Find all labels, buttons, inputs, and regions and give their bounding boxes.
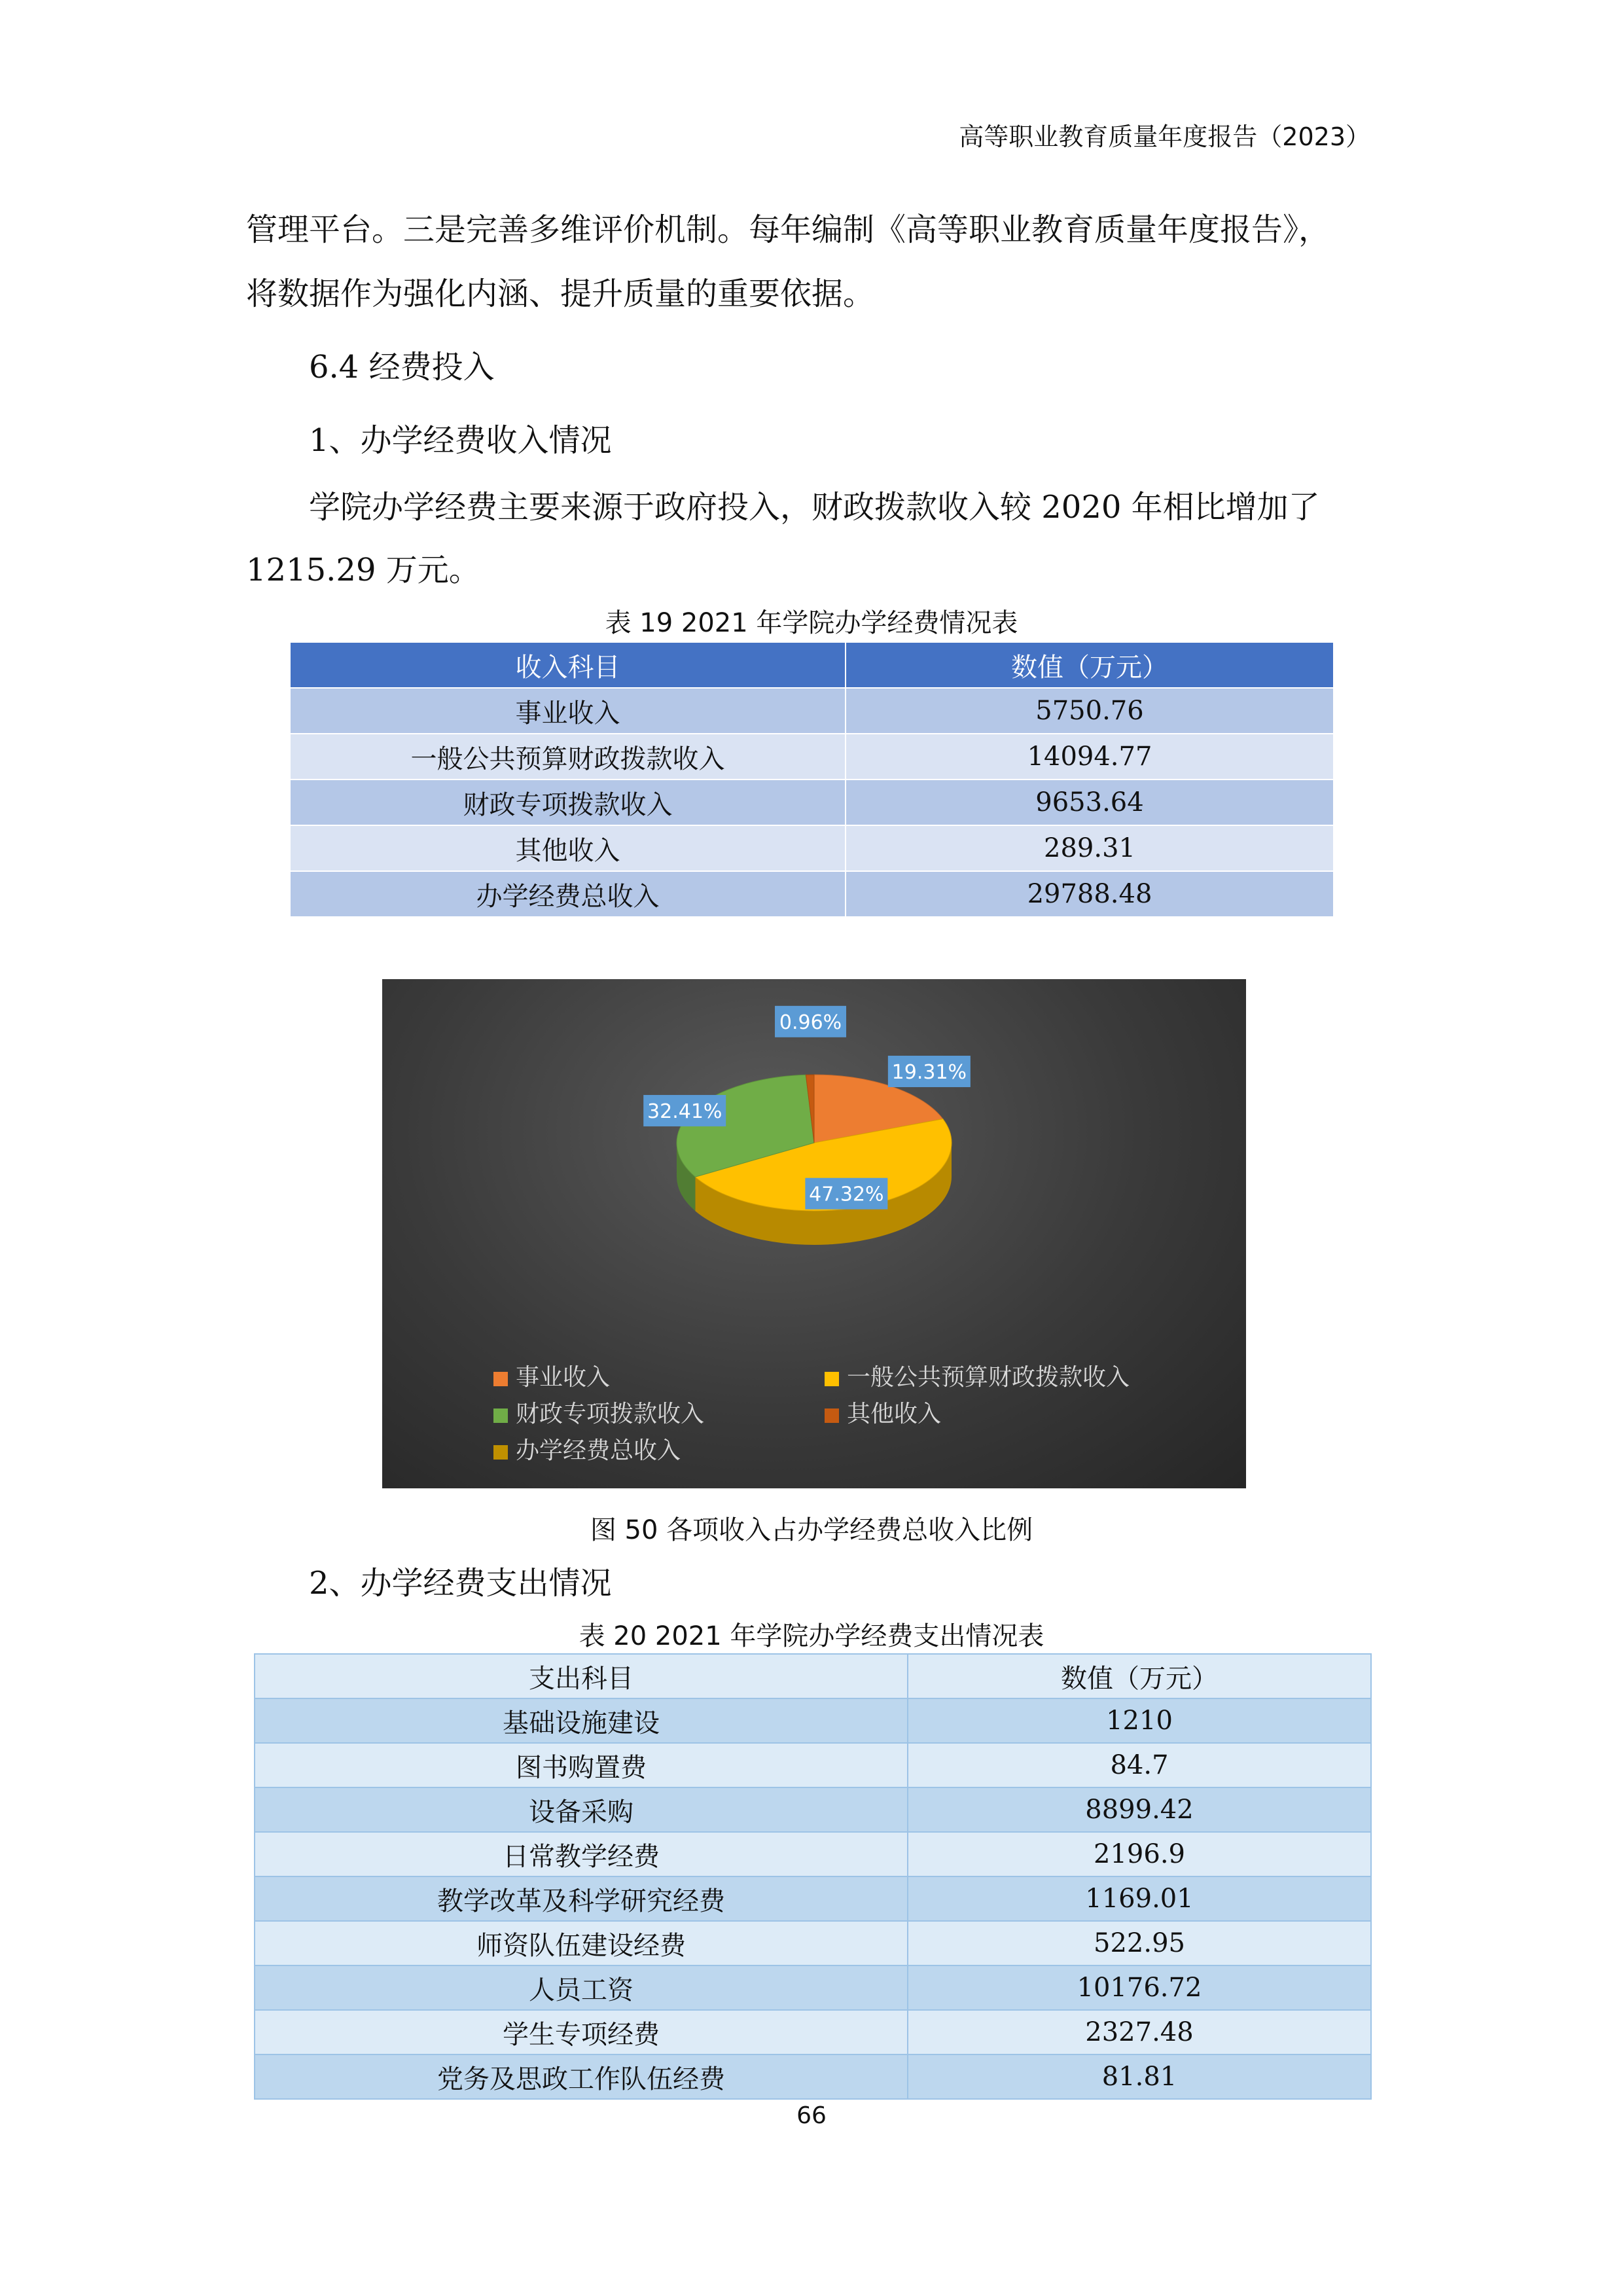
table-header-cell: 数值（万元）	[846, 643, 1334, 688]
data-label: 0.96%	[779, 1011, 842, 1034]
table-row	[255, 1965, 1371, 2010]
data-label: 32.41%	[647, 1100, 722, 1123]
sub-heading: 1、办学经费收入情况	[309, 422, 612, 459]
paragraph-line: 将数据作为强化内涵、提升质量的重要依据。	[246, 276, 875, 312]
table-cell: 1169.01	[908, 1876, 1371, 1921]
running-header: 高等职业教育质量年度报告（2023）	[959, 122, 1370, 151]
page-number: 66	[796, 2102, 827, 2129]
table-cell: 师资队伍建设经费	[255, 1921, 908, 1965]
data-label: 47.32%	[809, 1183, 884, 1206]
table-cell: 1210	[908, 1698, 1371, 1743]
legend-item	[493, 1395, 704, 1429]
table-row	[255, 1876, 1371, 1921]
legend-swatch	[493, 1372, 508, 1386]
legend-swatch	[825, 1372, 839, 1386]
table-header-cell: 支出科目	[255, 1654, 908, 1698]
income-table	[291, 643, 1334, 916]
table-cell: 基础设施建设	[255, 1698, 908, 1743]
table-cell: 教学改革及科学研究经费	[255, 1876, 908, 1921]
table-cell: 党务及思政工作队伍经费	[255, 2054, 908, 2099]
table-cell: 其他收入	[291, 825, 846, 871]
paragraph-line: 学院办学经费主要来源于政府投入，财政拨款收入较 2020 年相比增加了	[309, 489, 1320, 526]
table-row	[255, 1743, 1371, 1787]
table-caption: 表 20 2021 年学院办学经费支出情况表	[579, 1621, 1044, 1651]
table-caption: 表 19 2021 年学院办学经费情况表	[605, 608, 1018, 638]
table-cell: 图书购置费	[255, 1743, 908, 1787]
table-row	[255, 1921, 1371, 1965]
table-cell: 5750.76	[846, 688, 1334, 734]
table-header-cell: 数值（万元）	[908, 1654, 1371, 1698]
pie-chart	[382, 979, 1246, 1488]
data-label: 19.31%	[891, 1061, 967, 1085]
legend-item	[825, 1395, 941, 1429]
section-heading: 6.4 经费投入	[309, 349, 495, 386]
table-row	[255, 1787, 1371, 1832]
sub-heading: 2、办学经费支出情况	[309, 1565, 612, 1602]
expense-table	[254, 1653, 1372, 2100]
legend-label: 财政专项拨款收入	[516, 1401, 705, 1427]
legend-swatch	[493, 1408, 508, 1423]
table-row	[291, 780, 1334, 825]
legend-item	[493, 1359, 610, 1392]
legend-label: 事业收入	[516, 1364, 611, 1391]
table-row	[291, 688, 1334, 734]
table-cell: 人员工资	[255, 1965, 908, 2010]
legend-swatch	[493, 1445, 508, 1460]
table-row	[291, 734, 1334, 780]
figure-caption: 图 50 各项收入占办学经费总收入比例	[590, 1515, 1033, 1545]
legend-label: 其他收入	[847, 1401, 942, 1427]
table-cell: 81.81	[908, 2054, 1371, 2099]
table-header-cell: 收入科目	[291, 643, 846, 688]
table-row	[255, 2010, 1371, 2054]
table-cell: 设备采购	[255, 1787, 908, 1832]
legend-label: 一般公共预算财政拨款收入	[847, 1364, 1130, 1391]
paragraph-line: 管理平台。三是完善多维评价机制。每年编制《高等职业教育质量年度报告》，	[246, 211, 1330, 248]
table-cell: 9653.64	[846, 780, 1334, 825]
table-cell: 522.95	[908, 1921, 1371, 1965]
legend-item	[825, 1359, 1130, 1392]
table-cell: 84.7	[908, 1743, 1371, 1787]
legend-swatch	[825, 1408, 839, 1423]
legend-item	[493, 1432, 681, 1465]
table-cell: 学生专项经费	[255, 2010, 908, 2054]
table-cell: 14094.77	[846, 734, 1334, 780]
table-cell: 办学经费总收入	[291, 871, 846, 916]
table-row	[291, 825, 1334, 871]
table-row	[291, 871, 1334, 916]
table-cell: 289.31	[846, 825, 1334, 871]
legend-label: 办学经费总收入	[516, 1437, 681, 1464]
table-cell: 10176.72	[908, 1965, 1371, 2010]
table-cell: 财政专项拨款收入	[291, 780, 846, 825]
table-row	[255, 2054, 1371, 2099]
table-cell: 一般公共预算财政拨款收入	[291, 734, 846, 780]
table-cell: 2327.48	[908, 2010, 1371, 2054]
table-row	[255, 1698, 1371, 1743]
paragraph-line: 1215.29 万元。	[246, 552, 480, 588]
table-row	[255, 1832, 1371, 1876]
table-cell: 日常教学经费	[255, 1832, 908, 1876]
table-cell: 8899.42	[908, 1787, 1371, 1832]
table-cell: 事业收入	[291, 688, 846, 734]
table-cell: 29788.48	[846, 871, 1334, 916]
table-cell: 2196.9	[908, 1832, 1371, 1876]
